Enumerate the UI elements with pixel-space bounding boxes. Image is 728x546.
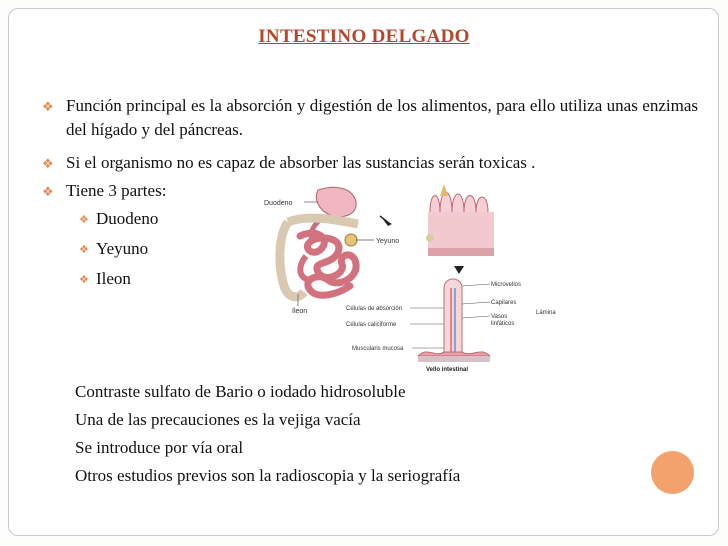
sub-bullet-marker: ❖ — [79, 214, 89, 226]
decorative-circle — [651, 451, 694, 494]
bullet-marker: ❖ — [42, 99, 54, 114]
bullet-marker: ❖ — [42, 156, 54, 171]
label-microvellos: Microvellos — [491, 282, 522, 288]
villi-section — [426, 184, 494, 256]
note-4: Otros estudios previos son la radioscopia y la seriografía — [75, 466, 461, 485]
sub-bullet-yeyuno: Yeyuno — [96, 239, 149, 258]
vello-diagram — [418, 279, 490, 362]
bullet-2-text: Si el organismo no es capaz de absorber las sustancias serán toxicas . — [66, 153, 536, 172]
label-vello: Vello intestinal — [426, 367, 469, 373]
label-ileon: Ileon — [292, 308, 308, 315]
bullet-1-text: Función principal es la absorción y digestión de los alimentos, para ello utiliza unas enzimas del hígado y del páncreas. — [66, 96, 698, 139]
intestine-diagram — [258, 176, 578, 376]
label-capilares: Capilares — [491, 300, 517, 306]
label-muscularis: Muscularis mucosa — [352, 346, 404, 352]
label-vasos: Vasos — [491, 314, 508, 320]
note-3: Se introduce por vía oral — [75, 438, 244, 457]
label-lamina: Lámina — [536, 310, 556, 316]
bullet-3-text: Tiene 3 partes: — [66, 181, 167, 200]
sub-bullet-ileon: Ileon — [96, 269, 131, 288]
sub-bullet-duodeno: Duodeno — [96, 209, 159, 228]
label-celulas-caliciforme: Células caliciforme — [346, 322, 397, 328]
label-yeyuno: Yeyuno — [376, 238, 400, 245]
note-2: Una de las precauciones es la vejiga vacía — [75, 410, 361, 429]
slide-title: INTESTINO DELGADO — [258, 26, 470, 47]
label-celulas-absorcion: Células de absorción — [346, 306, 403, 312]
label-duodeno: Duodeno — [264, 200, 293, 207]
bullet-marker: ❖ — [42, 184, 54, 199]
note-1: Contraste sulfato de Bario o iodado hidrosoluble — [75, 382, 406, 401]
label-linfaticos: linfáticos — [491, 321, 515, 327]
sub-bullet-marker: ❖ — [79, 274, 89, 286]
sub-bullet-marker: ❖ — [79, 244, 89, 256]
